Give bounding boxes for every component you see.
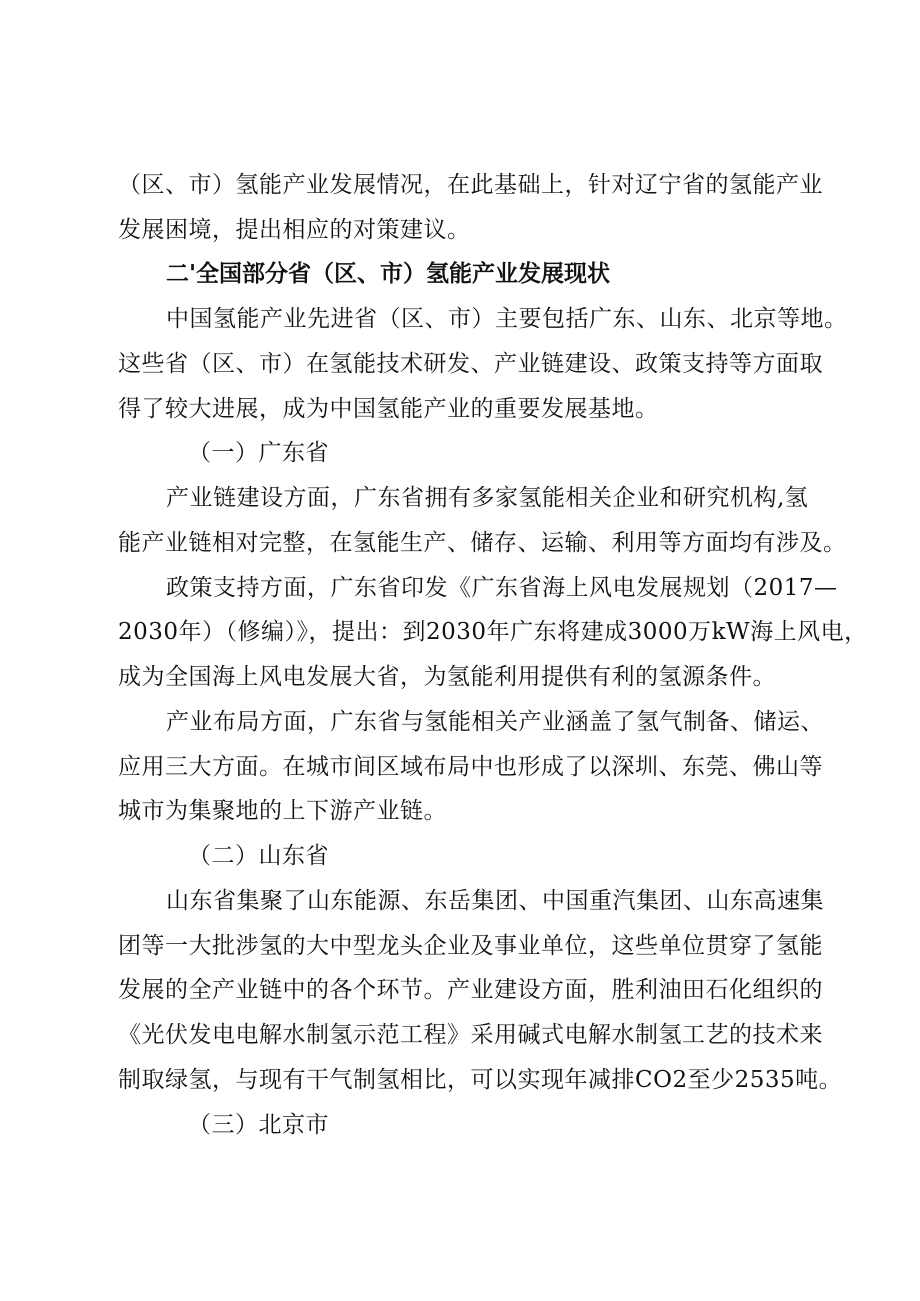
paragraph-line-15: 团等一大批涉氢的大中型龙头企业及事业单位，这些单位贯穿了氢能 — [118, 933, 823, 959]
paragraph-line-12: 应用三大方面。在城市间区域布局中也形成了以深圳、东莞、佛山等 — [118, 754, 823, 780]
paragraph-line-18: 制取绿氢，与现有干气制氢相比，可以实现年减排CO2至少2535吨。 — [118, 1067, 843, 1093]
paragraph-line-1: （区、市）氢能产业发展情况，在此基础上，针对辽宁省的氢能产业 — [118, 172, 823, 198]
paragraph-line-2: 发展困境，提出相应的对策建议。 — [118, 217, 471, 243]
paragraph-line-14: 山东省集聚了山东能源、东岳集团、中国重汽集团、山东高速集 — [166, 888, 824, 914]
paragraph-line-13: 城市为集聚地的上下游产业链。 — [118, 798, 447, 824]
paragraph-line-3: 中国氢能产业先进省（区、市）主要包括广东、山东、北京等地。 — [166, 306, 848, 332]
paragraph-line-5: 得了较大进展，成为中国氢能产业的重要发展基地。 — [118, 396, 659, 422]
paragraph-line-16: 发展的全产业链中的各个环节。产业建设方面，胜利油田石化组织的 — [118, 977, 823, 1003]
paragraph-line-9: 2030年）（修编）》，提出：到2030年广东将建成3000万kW海上风电， — [118, 619, 868, 645]
paragraph-line-6: 产业链建设方面，广东省拥有多家氢能相关企业和研究机构,氢 — [166, 485, 809, 511]
subsection-heading-beijing: （三）北京市 — [188, 1112, 329, 1138]
subsection-heading-guangdong: （一）广东省 — [188, 440, 329, 466]
paragraph-line-8: 政策支持方面，广东省印发《广东省海上风电发展规划（2017— — [166, 575, 838, 601]
paragraph-line-17: 《光伏发电电解水制氢示范工程》采用碱式电解水制氢工艺的技术来 — [118, 1022, 823, 1048]
subsection-heading-shandong: （二）山东省 — [188, 843, 329, 869]
paragraph-line-4: 这些省（区、市）在氢能技术研发、产业链建设、政策支持等方面取 — [118, 351, 823, 377]
paragraph-line-7: 能产业链相对完整，在氢能生产、储存、运输、利用等方面均有涉及。 — [118, 530, 847, 556]
section-heading: 二'全国部分省（区、市）氢能产业发展现状 — [166, 261, 611, 287]
paragraph-line-10: 成为全国海上风电发展大省，为氢能利用提供有利的氢源条件。 — [118, 664, 776, 690]
paragraph-line-11: 产业布局方面，广东省与氢能相关产业涵盖了氢气制备、储运、 — [166, 709, 824, 735]
